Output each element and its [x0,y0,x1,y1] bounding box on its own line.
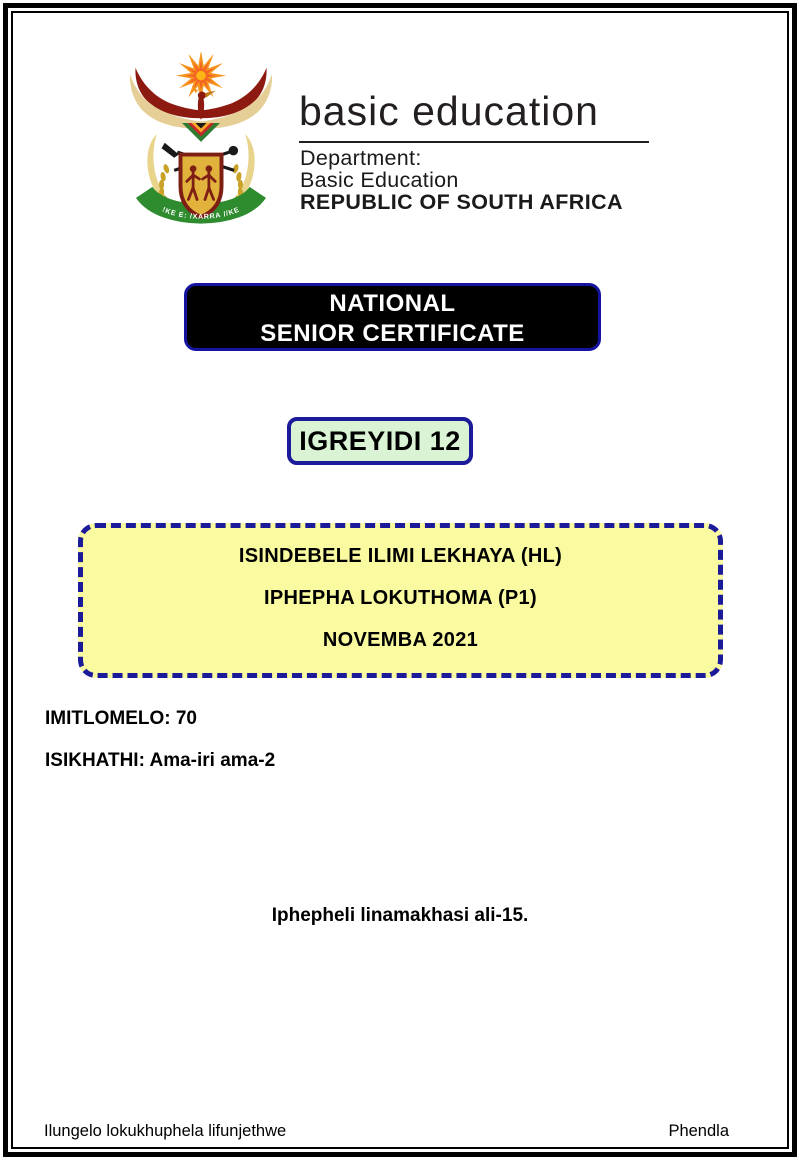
department-name: Basic Education [300,168,459,192]
certificate-line1: NATIONAL [329,290,456,317]
certificate-line2: SENIOR CERTIFICATE [260,320,525,347]
paper-subject: ISINDEBELE ILIMI LEKHAYA (HL) [238,545,563,567]
copyright-note: Ilungelo lokukhuphela lifunjethwe [44,1122,287,1140]
department-label: Department: [300,146,422,170]
republic-label: REPUBLIC OF SOUTH AFRICA [300,190,623,214]
grade-badge-label: IGREYIDI 12 [299,426,461,456]
pages-note: Iphepheli linamakhasi ali-15. [271,905,529,926]
coat-of-arms-motto: !KE E: /XARRA //KE [161,205,241,221]
turn-over-note: Phendla [668,1122,729,1140]
grade-badge [287,417,473,465]
department-block [300,147,623,213]
paper-title-box [78,523,723,678]
certificate-banner [184,283,601,351]
marks-line: IMITLOMELO: 70 [45,708,197,729]
wordmark-underline [299,141,649,143]
dbe-wordmark: basic education [299,88,599,134]
sa-coat-of-arms-icon [122,52,280,235]
paper-session: NOVEMBA 2021 [322,629,479,651]
time-line: ISIKHATHI: Ama-iri ama-2 [45,750,276,771]
paper-number: IPHEPHA LOKUTHOMA (P1) [264,587,537,609]
